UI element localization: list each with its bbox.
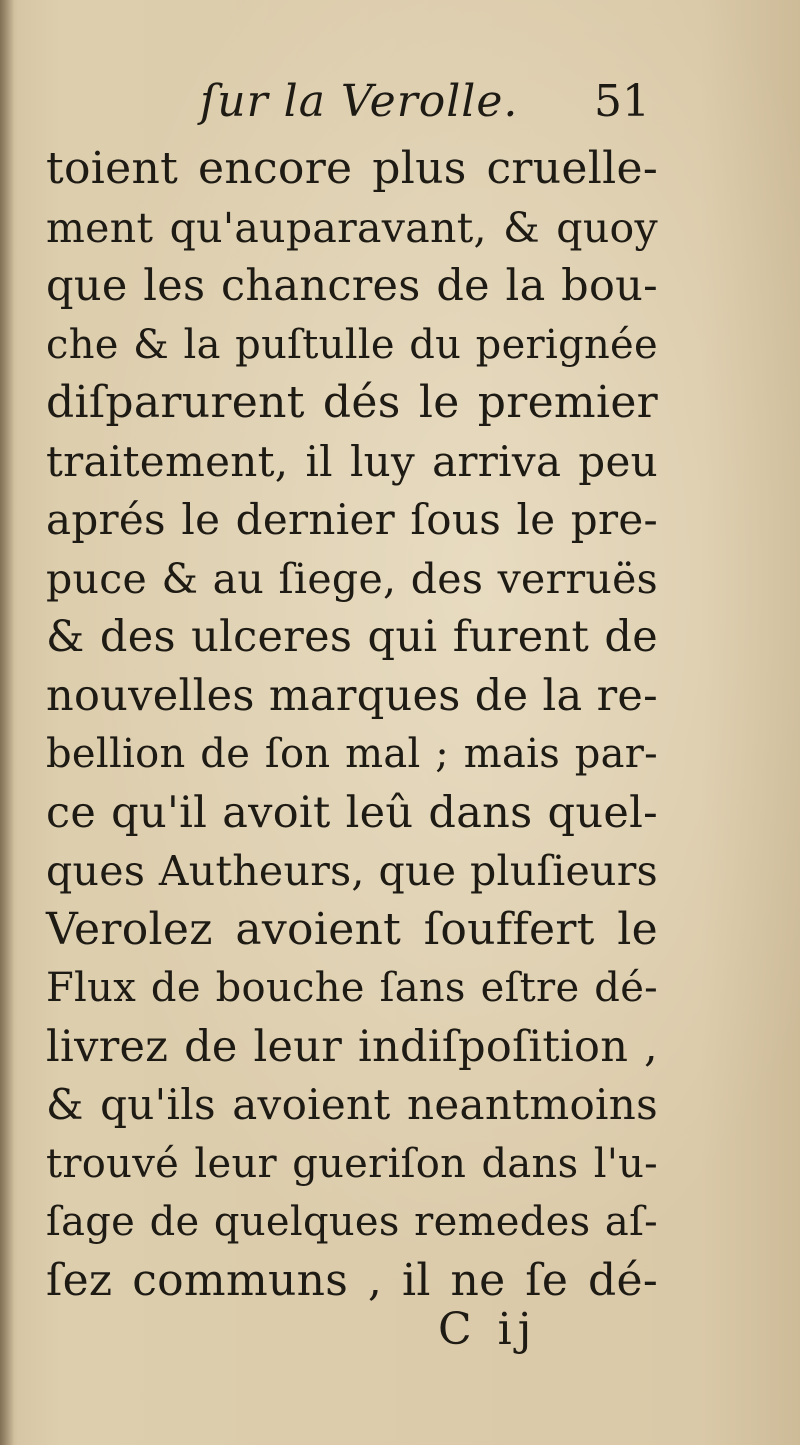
text-line: & qu'ils avoient neantmoins (46, 1080, 658, 1129)
body-text (46, 140, 658, 1310)
page-number: 51 (594, 76, 650, 127)
page-header (0, 72, 800, 132)
text-line: bellion de ſon mal ; mais par- (46, 731, 658, 777)
text-line: que les chancres de la bou- (46, 261, 658, 311)
text-line: toient encore plus cruelle- (46, 143, 658, 194)
text-line: Flux de bouche ſans eſtre dé- (46, 965, 658, 1011)
signature-mark: C ij (438, 1304, 538, 1355)
text-line: che & la puſtulle du perignée (46, 321, 658, 368)
text-line: ſez communs , il ne ſe dé- (46, 1254, 658, 1306)
text-line: traitement, il luy arriva peu (46, 436, 658, 486)
text-line: & des ulceres qui furent de (46, 612, 658, 662)
text-line: diſparurent dés le premier (46, 377, 658, 428)
text-line: trouvé leur gueriſon dans l'u- (46, 1140, 658, 1187)
text-line: ques Autheurs, que pluſieurs (46, 847, 658, 895)
text-line: livrez de leur indiſpoſition , (46, 1021, 658, 1072)
text-line: ce qu'il avoit leû dans quel- (46, 787, 658, 838)
text-line: aprés le dernier ſous le pre- (46, 495, 658, 544)
text-line: puce & au ſiege, des verruës (46, 554, 658, 603)
text-line: nouvelles marques de la re- (46, 670, 658, 721)
text-line: ſage de quelques remedes aſ- (46, 1199, 658, 1245)
running-title: ſur la Verolle. (200, 76, 519, 127)
binding-shadow (0, 0, 14, 1445)
text-line: ment qu'auparavant, & quoy (46, 203, 658, 252)
text-line: Verolez avoient ſouffert le (46, 903, 658, 955)
